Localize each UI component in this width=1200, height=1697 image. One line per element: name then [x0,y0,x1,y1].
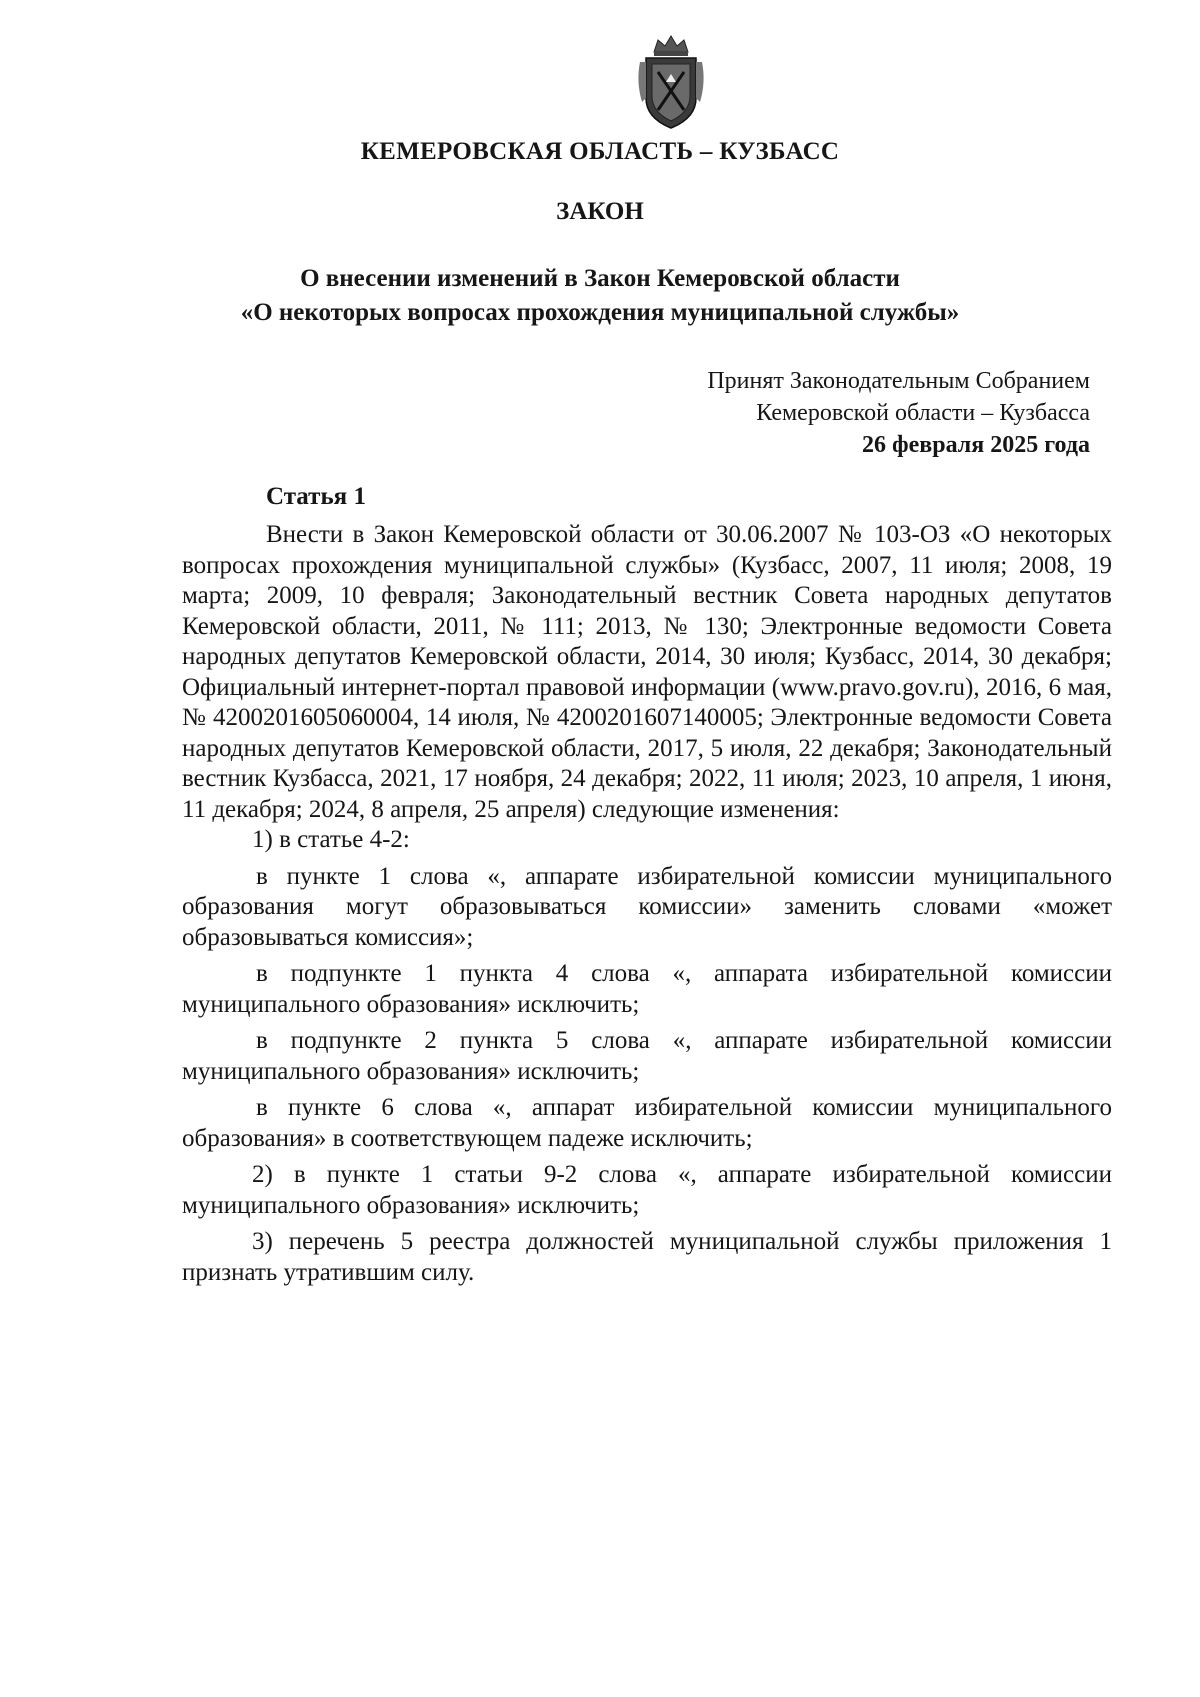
adoption-block [707,365,1090,461]
amendment-item-1-sub-2: в подпункте 1 пункта 4 слова «, аппарата избирательной комиссии муниципального образования» исключить; [182,960,1112,1018]
amendment-item-1-sub-3: в подпункте 2 пункта 5 слова «, аппарате избирательной комиссии муниципального образования» исключить; [182,1027,1112,1085]
article-intro-paragraph: Внести в Закон Кемеровской области от 30.06.2007 № 103-ОЗ «О некоторых вопросах прохождения муниципальной службы» (Кузбасс, 2007, 11 июля; 2008, 19 марта; 2009, 10 февраля; Законодательный вестник Совета народных депутатов Кемеровской области, 2011, № 111; 2013, № 130; Электронные ведомости Совета народных депутатов Кемеровской области, 2014, 30 июля; Кузбасс, 2014, 30 декабря; Официальный интернет-портал правовой информации (www.pravo.gov.ru), 2016, 6 мая, № 4200201605060004, 14 июля, № 4200201607140005; Электронные ведомости Совета народных депутатов Кемеровской области, 2017, 5 июля, 22 декабря; Законодательный вестник Кузбасса, 2021, 17 ноября, 24 декабря; 2022, 11 июля; 2023, 10 апреля, 1 июня, 11 декабря; 2024, 8 апреля, 25 апреля) следующие изменения: [182,521,1112,823]
coat-of-arms-icon [632,32,710,132]
region-heading: КЕМЕРОВСКАЯ ОБЛАСТЬ – КУЗБАСС [360,138,840,165]
document-type-heading: ЗАКОН [556,198,644,225]
amendment-item-1-sub-4: в пункте 6 слова «, аппарат избирательной комиссии муниципального образования» в соответствующем падеже исключить; [182,1094,1112,1152]
law-title-line-2: «О некоторых вопросах прохождения муниципальной службы» [240,299,960,326]
adoption-line-2: Кемеровской области – Кузбасса [756,400,1090,426]
article-body [182,520,1112,1288]
law-title-line-1: О внесении изменений в Закон Кемеровской области [300,265,900,292]
amendment-item-1-sub-1: в пункте 1 слова «, аппарате избирательной комиссии муниципального образования могут образовываться комиссии» заменить словами «может образовываться комиссия»; [182,862,1112,951]
adoption-date: 26 февраля 2025 года [862,432,1090,458]
article-title: Статья 1 [266,483,366,510]
adoption-line-1: Принят Законодательным Собранием [707,368,1090,394]
law-title [0,262,1200,330]
amendment-item-2: 2) в пункте 1 статьи 9-2 слова «, аппарате избирательной комиссии муниципального образования» исключить; [182,1161,1112,1219]
amendment-item-1: 1) в статье 4-2: [252,826,410,853]
amendment-item-3: 3) перечень 5 реестра должностей муниципальной службы приложения 1 признать утратившим силу. [182,1228,1112,1286]
